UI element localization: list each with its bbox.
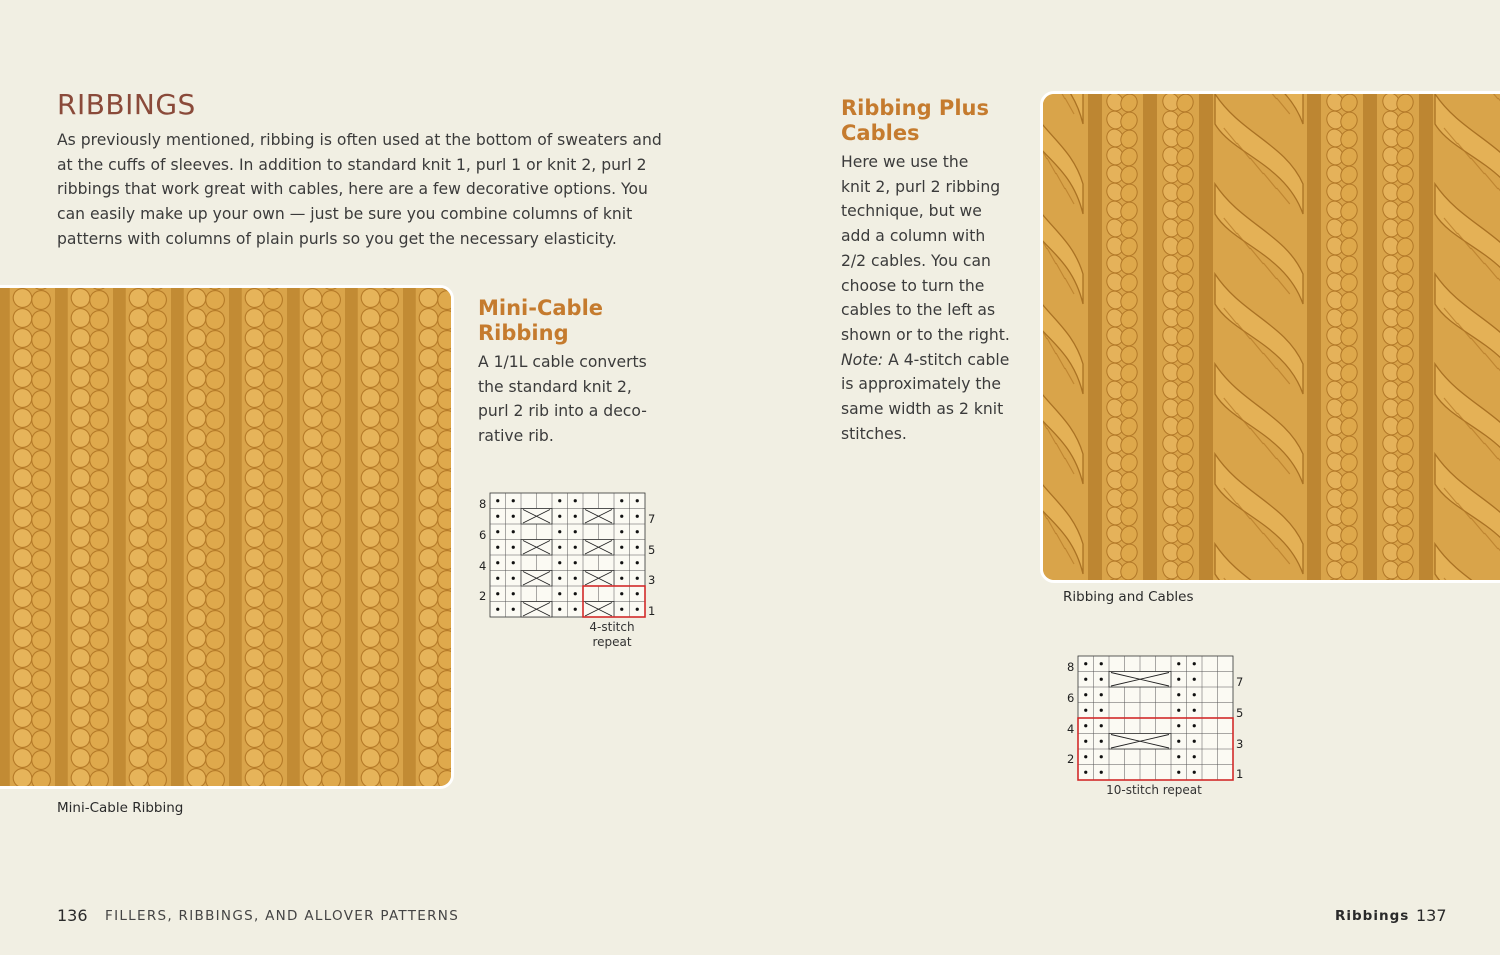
chart2-row-label: 3 [1236,737,1244,751]
chart2-row-label: 8 [1067,660,1075,674]
note-text: A 4-stitch cable [883,350,1010,369]
section-title: RIBBINGS [57,88,196,121]
note-line: same width as 2 knit [841,400,1004,419]
body-line: add a column with [841,227,986,246]
mini-cable-heading-line1: Mini-Cable [478,296,604,320]
repeat-label-line1: 4-stitch [589,620,635,634]
mini-cable-repeat-label [582,620,642,650]
chart1-row-label: 1 [648,604,656,618]
mini-cable-heading [478,296,603,346]
mini-cable-heading-line2: Ribbing [478,321,569,345]
intro-paragraph: As previously mentioned, ribbing is often used at the bottom of sweaters and at the cuffs of sleeves. In addition to standard knit 1, purl 1 or knit 2, purl 2 ribbings that work great with cables, here are a few decorative options. You can easily make up your own — just be sure you combine columns of knit patterns with columns of plain purls so you get the necessary elasticity. [57,131,662,248]
note-line [841,348,1031,373]
ribbing-cables-repeat-label: 10-stitch repeat [1106,783,1202,797]
note-label: Note: [841,350,884,369]
chart2-row-label: 7 [1236,675,1244,689]
chart1-row-label: 7 [648,512,656,526]
ribbing-plus-cables-body [841,150,1031,446]
body-line: knit 2, purl 2 ribbing [841,177,1001,196]
chart1-row-label: 5 [648,543,656,557]
ribbing-cables-caption: Ribbing and Cables [1063,589,1194,605]
chart2-row-label: 4 [1067,722,1075,736]
chart2-row-label: 5 [1236,706,1244,720]
chart2-row-label: 1 [1236,767,1244,781]
chart2-row-label: 2 [1067,752,1075,766]
chart1-row-label: 2 [479,589,487,603]
ribbing-plus-cables-heading [841,96,989,146]
page-number-right: 137 [1416,906,1447,925]
chart1-row-label: 8 [479,497,487,511]
ribbing-cables-chart [1062,650,1252,785]
body-line: choose to turn the [841,276,985,295]
chart1-row-label: 3 [648,573,656,587]
body-line: 2/2 cables. You can [841,251,991,270]
page-number-left: 136 [57,906,88,925]
note-line: is approximately the [841,375,1002,394]
ribbing-cables-photo [1040,91,1500,583]
note-line: stitches. [841,424,907,443]
chart1-row-label: 4 [479,559,487,573]
body-line: technique, but we [841,202,982,221]
running-head-right: Ribbings [1335,908,1410,924]
mini-cable-caption: Mini-Cable Ribbing [57,800,184,816]
body-line: cables to the left as [841,301,996,320]
mini-cable-photo [0,285,454,789]
body-line: shown or to the right. [841,325,1010,344]
ribbing-plus-cables-heading-line1: Ribbing Plus [841,96,989,120]
mini-cable-body: A 1/1L cable converts the standard knit 2, purl 2 rib into a deco- rative rib. [478,353,647,446]
running-head-left: FILLERS, RIBBINGS, AND ALLOVER PATTERNS [105,908,460,924]
chart2-row-label: 6 [1067,691,1075,705]
body-line: Here we use the [841,153,969,171]
repeat-label-line2: repeat [592,635,632,649]
ribbing-plus-cables-heading-line2: Cables [841,121,920,145]
chart1-row-label: 6 [479,528,487,542]
